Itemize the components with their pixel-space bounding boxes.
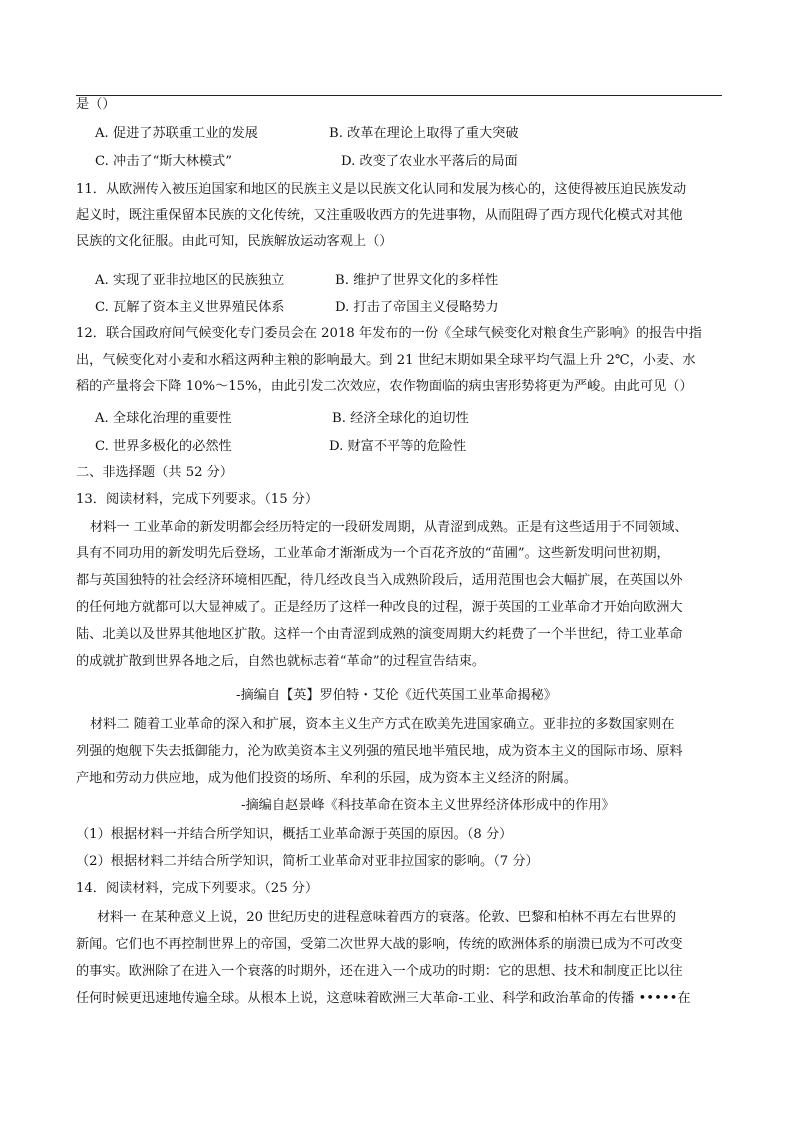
q11-line-1: 11．从欧洲传入被压迫国家和地区的民族主义是以民族文化认同和发展为核心的，这使得被压迫民族发动 xyxy=(76,182,687,197)
q10-option-d: D. 改变了农业水平落后的局面 xyxy=(341,154,518,169)
q11-option-d: D. 打击了帝国主义侵略势力 xyxy=(335,300,499,315)
q14-material1-line-2: 新闻。它们也不再控制世界上的帝国，受第二次世界大战的影响，传统的欧洲体系的崩溃已成为不可改变 xyxy=(76,937,683,952)
q14-material1-line-3: 的事实。欧洲除了在进入一个衰落的时期外，还在进入一个成功的时期：它的思想、技术和制度正比以往 xyxy=(76,964,683,979)
top-rule xyxy=(76,95,722,96)
q14-material1-line-1: 材料一 在某种意义上说，20 世纪历史的进程意味着西方的衰落。伦敦、巴黎和柏林不再左右世界的 xyxy=(97,910,677,925)
q13-sub-question-1: （1）根据材料一并结合所学知识，概括工业革命源于英国的原因。（8 分） xyxy=(76,827,513,842)
q11-option-a: A. 实现了亚非拉地区的民族独立 xyxy=(95,273,285,288)
q10-stem-tail: 是（） xyxy=(76,97,116,112)
q12-option-a: A. 全球化治理的重要性 xyxy=(95,411,232,426)
q11-option-c: C. 瓦解了资本主义世界殖民体系 xyxy=(95,300,285,315)
q12-option-d: D. 财富不平等的危险性 xyxy=(329,439,467,454)
q12-line-1: 12．联合国政府间气候变化专门委员会在 2018 年发布的一份《全球气候变化对粮食生产影响》的报告中指 xyxy=(76,326,702,341)
q13-material1-line-5: 陆、北美以及世界其他地区扩散。这样一个由青涩到成熟的演变周期大约耗费了一个半世纪，待工业革命 xyxy=(76,627,683,642)
section2-title: 二、非选择题（共 52 分） xyxy=(76,465,234,480)
q11-line-3: 民族的文化征服。由此可知，民族解放运动客观上（） xyxy=(76,234,393,249)
q10-option-a: A. 促进了苏联重工业的发展 xyxy=(95,126,258,141)
q13-material1-source: -摘编自【英】罗伯特・艾伦《近代英国工业革命揭秘》 xyxy=(236,688,557,703)
q14-material1-line-4: 任何时候更迅速地传遍全球。从根本上说，这意味着欧洲三大革命-工业、科学和政治革命的传播 •••••在 xyxy=(76,991,691,1006)
q13-material2-source: -摘编自赵景峰《科技革命在资本主义世界经济体形成中的作用》 xyxy=(241,798,615,813)
q13-material2-line-3: 产地和劳动力供应地，成为他们投资的场所、牟利的乐园，成为资本主义经济的附属。 xyxy=(76,771,578,786)
q11-line-2: 起义时，既注重保留本民族的文化传统，又注重吸收西方的先进事物，从而阻碍了西方现代化模式对其他 xyxy=(76,208,683,223)
q10-option-b: B. 改革在理论上取得了重大突破 xyxy=(329,126,519,141)
q12-option-c: C. 世界多极化的必然性 xyxy=(95,439,232,454)
q13-sub-question-2: （2）根据材料二并结合所学知识，简析工业革命对亚非拉国家的影响。（7 分） xyxy=(76,854,539,869)
q11-option-b: B. 维护了世界文化的多样性 xyxy=(335,273,499,288)
q13-material1-line-4: 的任何地方就都可以大显神威了。正是经历了这样一种改良的过程，源于英国的工业革命才开始向欧洲大 xyxy=(76,600,683,615)
q10-option-c: C. 冲击了“斯大林模式” xyxy=(95,154,232,169)
q12-option-b: B. 经济全球化的迫切性 xyxy=(332,411,469,426)
q13-material1-line-3: 都与英国独特的社会经济环境相匹配，待几经改良当入成熟阶段后，适用范围也会大幅扩展，在英国以外 xyxy=(76,573,683,588)
q13-material2-line-2: 列强的炮舰下失去抵御能力，沦为欧美资本主义列强的殖民地半殖民地，成为资本主义的国际市场、原料 xyxy=(76,744,683,759)
q13-material1-line-2: 具有不同功用的新发明先后登场，工业革命才渐渐成为一个百花齐放的“苗圃”。这些新发明问世初期， xyxy=(76,546,670,561)
q12-line-2: 出，气候变化对小麦和水稻这两种主粮的影响最大。到 21 世纪末期如果全球平均气温上升 2℃，小麦、水 xyxy=(76,353,696,368)
q13-material2-line-1: 材料二 随着工业革命的深入和扩展，资本主义生产方式在欧美先进国家确立。亚非拉的多数国家则在 xyxy=(90,717,675,732)
q13-material1-line-1: 材料一 工业革命的新发明都会经历特定的一段研发周期，从青涩到成熟。正是有这些适用于不同领域、 xyxy=(90,520,688,535)
q14-title: 14．阅读材料，完成下列要求。（25 分） xyxy=(76,881,319,896)
q13-material1-line-6: 的成就扩散到世界各地之后，自然也就标志着“革命”的过程宣告结束。 xyxy=(76,654,486,669)
q13-title: 13．阅读材料，完成下列要求。（15 分） xyxy=(76,492,319,507)
q12-line-3: 稻的产量将会下降 10%～15%，由此引发二次效应，农作物面临的病虫害形势将更为严峻。由此可见（） xyxy=(76,379,693,394)
